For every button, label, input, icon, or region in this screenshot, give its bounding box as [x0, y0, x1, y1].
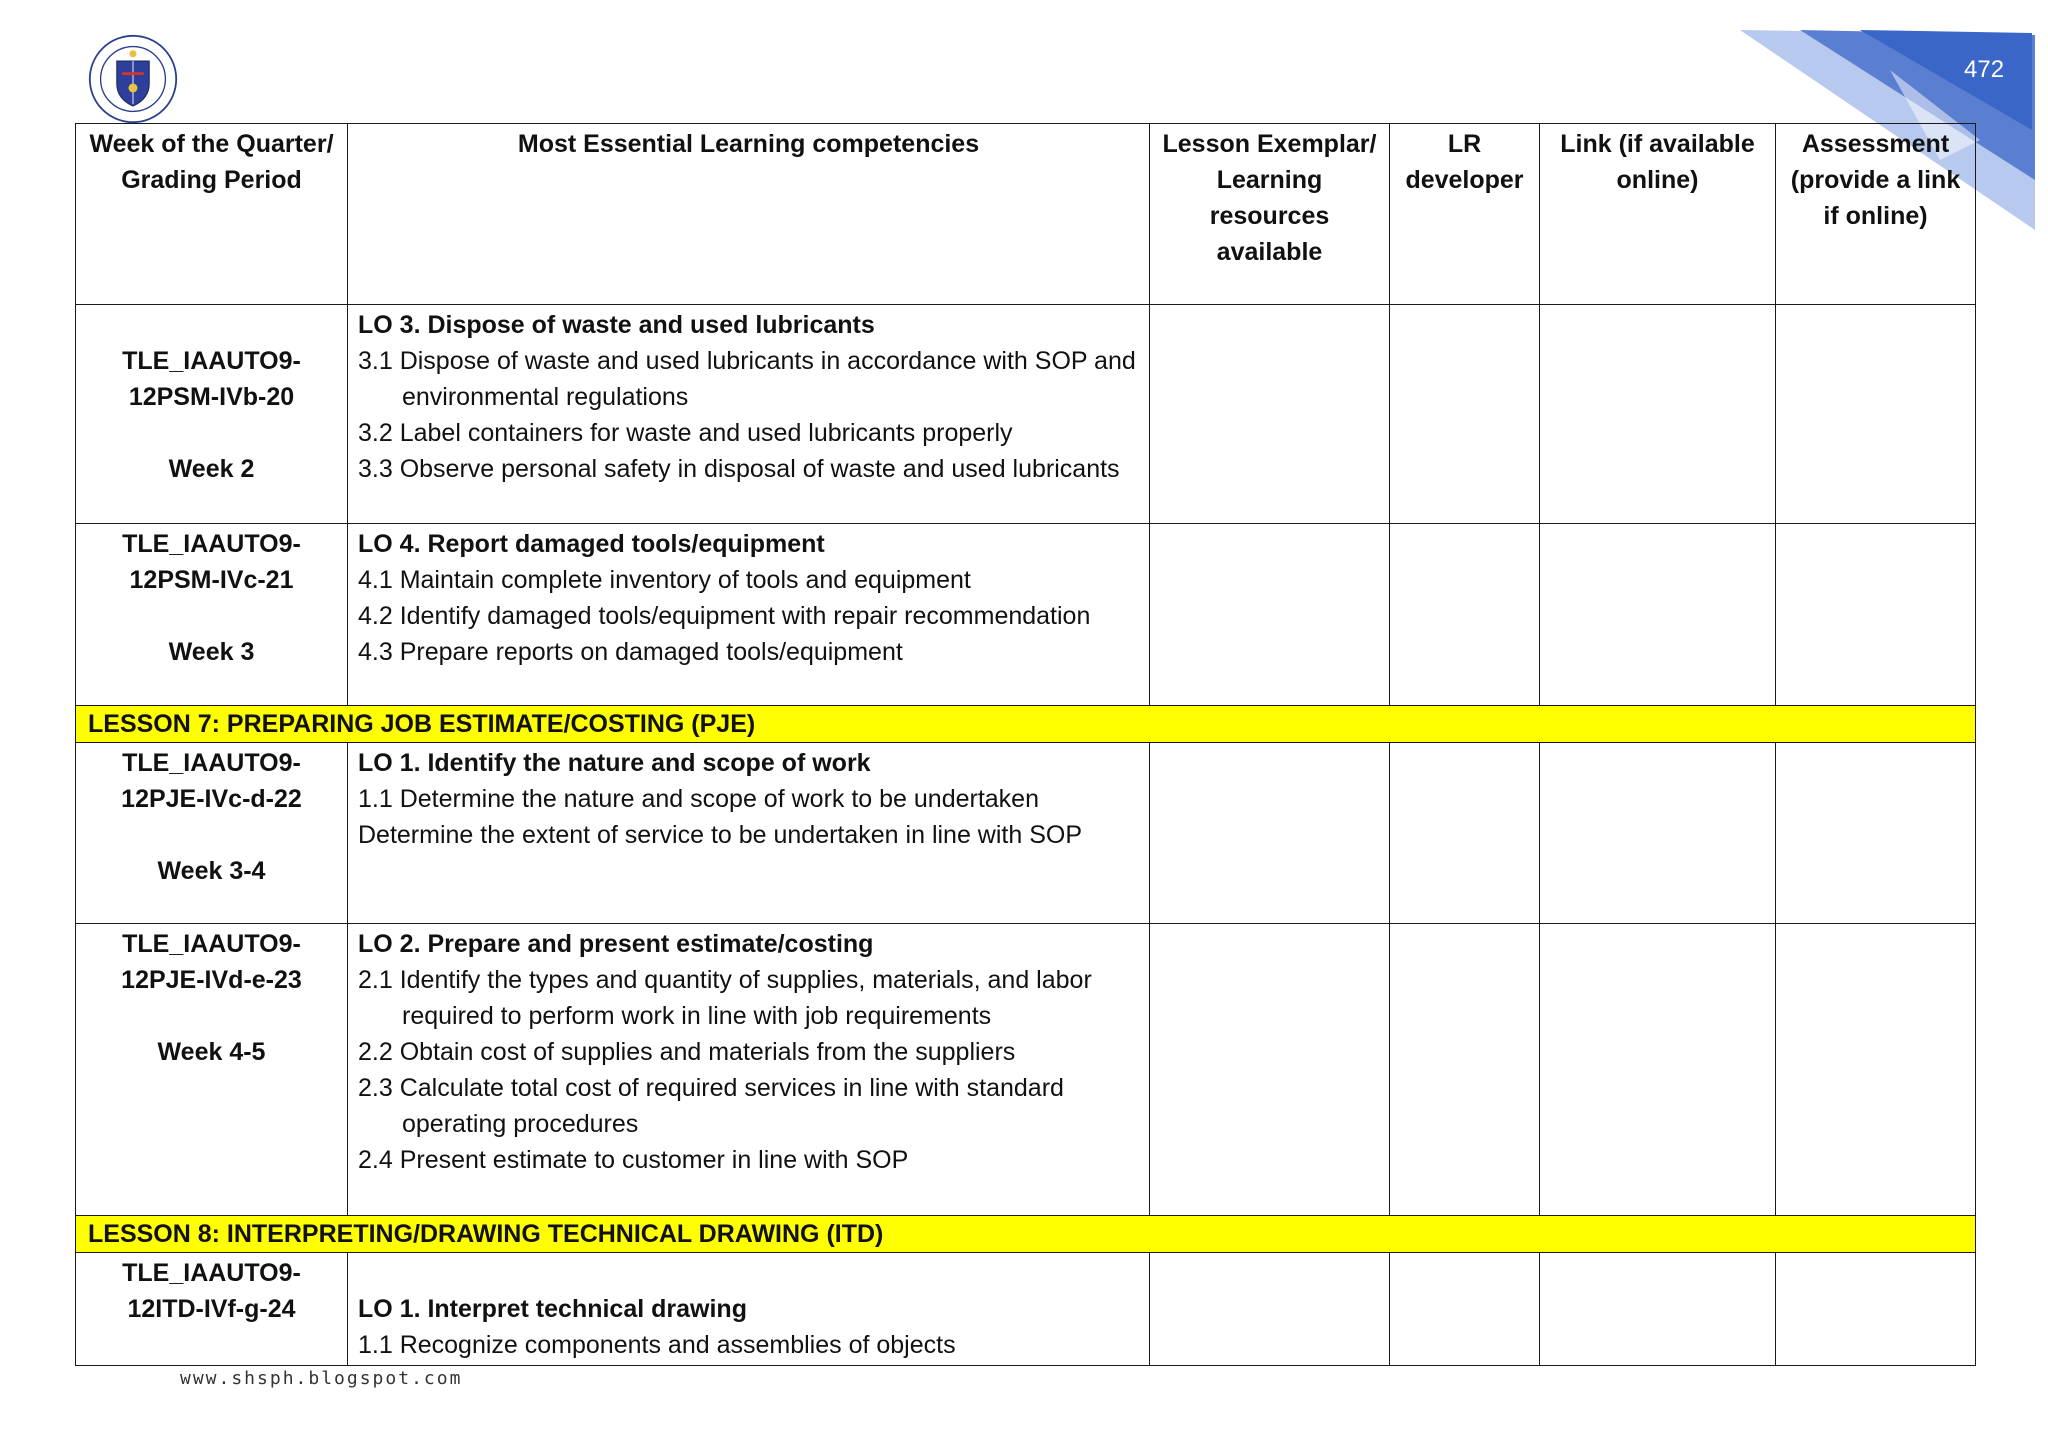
- week-cell: [76, 1253, 348, 1366]
- empty-cell: [1540, 1253, 1776, 1366]
- week-label: Week 2: [168, 455, 255, 483]
- empty-cell: [1150, 305, 1390, 524]
- page-number: 472: [1964, 56, 2005, 83]
- header-lesson-exemplar: Lesson Exemplar/ Learning resources available: [1150, 124, 1390, 305]
- competency-item: 4.2 Identify damaged tools/equipment with repair recommendation: [358, 602, 1091, 630]
- competency-item: 1.1 Recognize components and assemblies of objects: [358, 1331, 956, 1359]
- empty-cell: [1390, 924, 1540, 1216]
- week-cell: [76, 524, 348, 706]
- competency-code: TLE_IAAUTO9-12PSM-IVc-21: [122, 530, 301, 594]
- table-row: [76, 1253, 1976, 1366]
- competency-cell: [348, 524, 1150, 706]
- week-cell: [76, 305, 348, 524]
- table-row: [76, 524, 1976, 706]
- competency-item: 2.4 Present estimate to customer in line with SOP: [358, 1146, 909, 1174]
- empty-cell: [1540, 743, 1776, 924]
- empty-cell: [1150, 924, 1390, 1216]
- empty-cell: [1776, 924, 1976, 1216]
- header-link: Link (if available online): [1540, 124, 1776, 305]
- week-label: Week 3: [168, 638, 255, 666]
- competency-code: TLE_IAAUTO9-12PSM-IVb-20: [122, 347, 301, 411]
- competency-note: Determine the extent of service to be undertaken in line with SOP: [358, 821, 1082, 849]
- table-row: [76, 743, 1976, 924]
- empty-cell: [1150, 1253, 1390, 1366]
- empty-cell: [1540, 305, 1776, 524]
- week-label: Week 3-4: [157, 857, 266, 885]
- empty-cell: [1150, 743, 1390, 924]
- competency-cell: [348, 305, 1150, 524]
- competency-item: 3.2 Label containers for waste and used lubricants properly: [358, 419, 1013, 447]
- competency-item: 2.1 Identify the types and quantity of supplies, materials, and labor required to perform work in line with job requirements: [358, 966, 1092, 1030]
- competency-item: 2.2 Obtain cost of supplies and materials from the suppliers: [358, 1038, 1016, 1066]
- header-melc: Most Essential Learning competencies: [348, 124, 1150, 305]
- header-assessment: Assessment (provide a link if online): [1776, 124, 1976, 305]
- empty-cell: [1776, 305, 1976, 524]
- melc-table: [75, 123, 1976, 1366]
- lesson-row: [76, 706, 1976, 743]
- table-header-row: [76, 124, 1976, 305]
- empty-cell: [1390, 1253, 1540, 1366]
- header-week: Week of the Quarter/ Grading Period: [76, 124, 348, 305]
- table-row: [76, 924, 1976, 1216]
- lo-title: LO 1. Interpret technical drawing: [358, 1295, 747, 1323]
- lesson-row: [76, 1216, 1976, 1253]
- empty-cell: [1776, 524, 1976, 706]
- empty-cell: [1540, 524, 1776, 706]
- footer-url: www.shsph.blogspot.com: [180, 1368, 463, 1389]
- lo-title: LO 2. Prepare and present estimate/costing: [358, 930, 874, 958]
- competency-code: TLE_IAAUTO9-12PJE-IVc-d-22: [121, 749, 302, 813]
- empty-cell: [1390, 524, 1540, 706]
- empty-cell: [1776, 1253, 1976, 1366]
- empty-cell: [1540, 924, 1776, 1216]
- week-cell: [76, 743, 348, 924]
- lesson-title: LESSON 8: INTERPRETING/DRAWING TECHNICAL DRAWING (ITD): [76, 1216, 1976, 1253]
- lesson-title: LESSON 7: PREPARING JOB ESTIMATE/COSTING (PJE): [76, 706, 1976, 743]
- competency-item: 3.1 Dispose of waste and used lubricants in accordance with SOP and environmental regulations: [358, 347, 1136, 411]
- table-row: [76, 305, 1976, 524]
- competency-cell: [348, 1253, 1150, 1366]
- competency-cell: [348, 743, 1150, 924]
- lo-title: LO 4. Report damaged tools/equipment: [358, 530, 825, 558]
- competency-item: 4.1 Maintain complete inventory of tools and equipment: [358, 566, 971, 594]
- empty-cell: [1776, 743, 1976, 924]
- empty-cell: [1150, 524, 1390, 706]
- week-label: Week 4-5: [157, 1038, 266, 1066]
- competency-item: 1.1 Determine the nature and scope of work to be undertaken: [358, 785, 1039, 813]
- competency-cell: [348, 924, 1150, 1216]
- header-lr-developer: LR developer: [1390, 124, 1540, 305]
- empty-cell: [1390, 305, 1540, 524]
- competency-code: TLE_IAAUTO9-12ITD-IVf-g-24: [122, 1259, 301, 1323]
- deped-seal-logo: [88, 34, 178, 124]
- competency-item: 2.3 Calculate total cost of required services in line with standard operating procedures: [358, 1074, 1064, 1138]
- week-cell: [76, 924, 348, 1216]
- competency-code: TLE_IAAUTO9-12PJE-IVd-e-23: [121, 930, 302, 994]
- lo-title: LO 3. Dispose of waste and used lubricants: [358, 311, 875, 339]
- empty-cell: [1390, 743, 1540, 924]
- lo-title: LO 1. Identify the nature and scope of work: [358, 749, 871, 777]
- competency-item: 4.3 Prepare reports on damaged tools/equipment: [358, 638, 903, 666]
- competency-item: 3.3 Observe personal safety in disposal of waste and used lubricants: [358, 455, 1120, 483]
